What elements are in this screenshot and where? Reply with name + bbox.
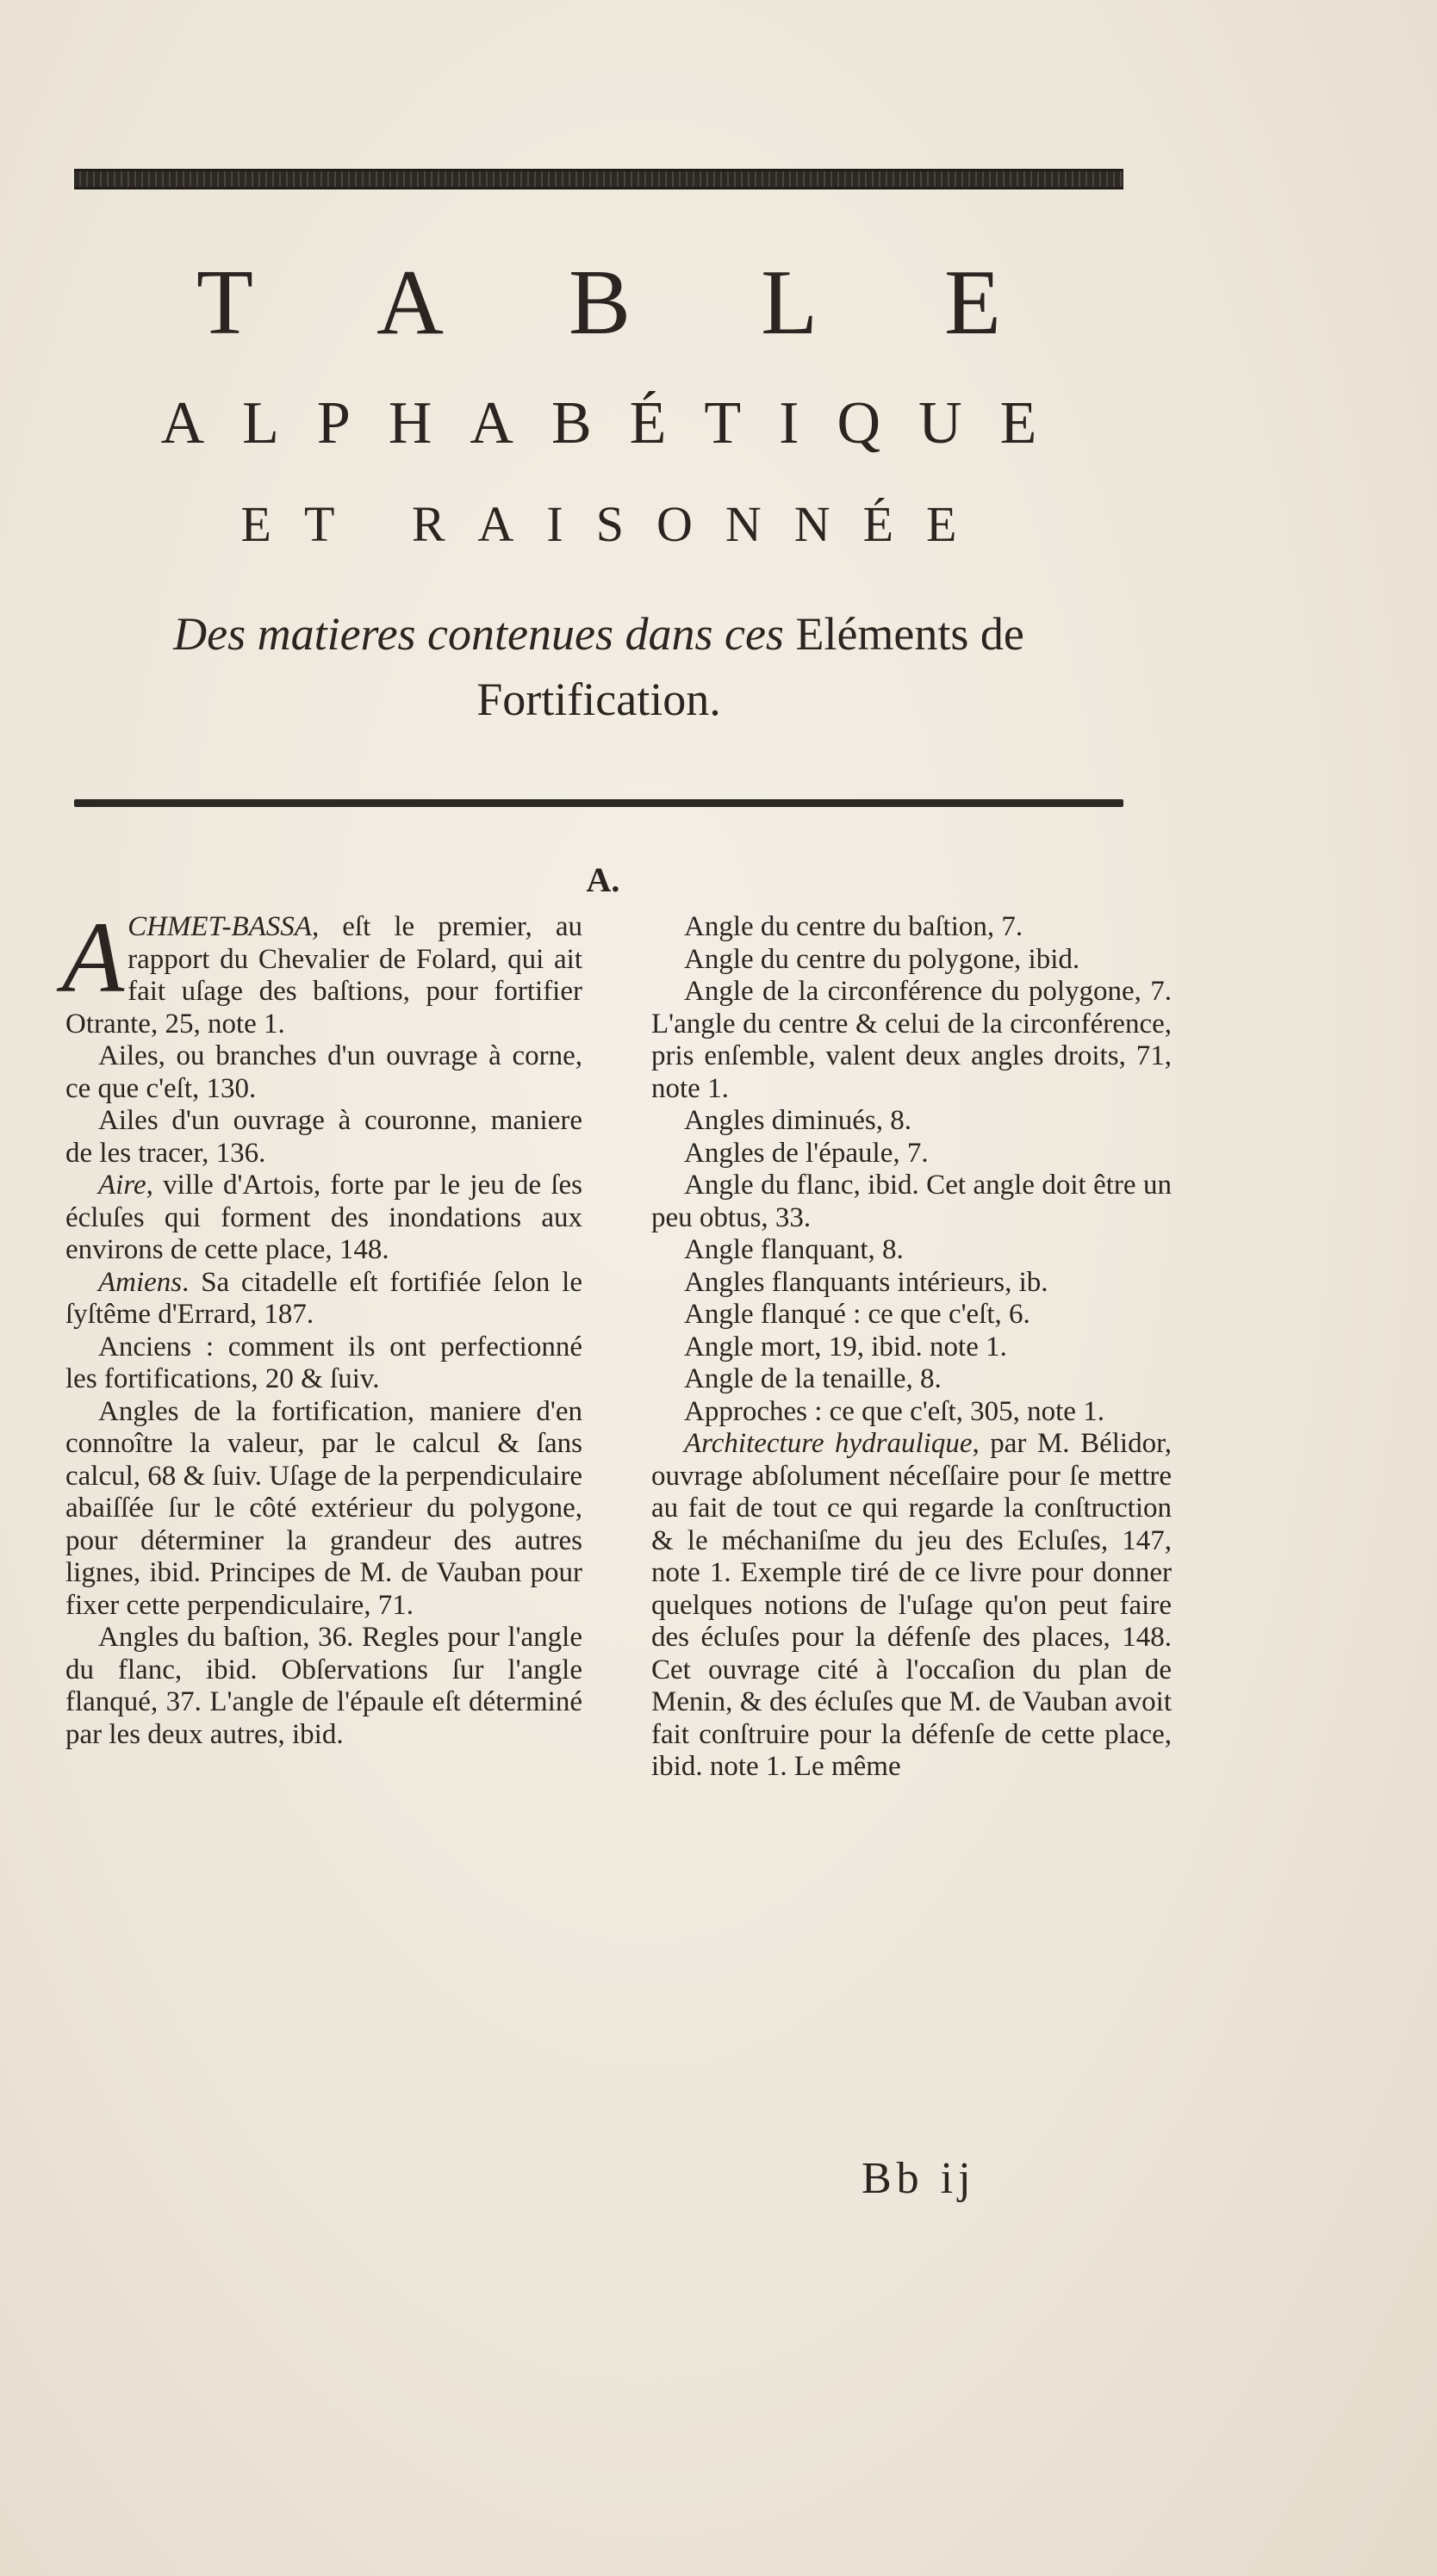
entry-text: Angle de la circonférence du polygone, 7. L'angle du centre & celui de la circonférence, pris enſemble, valent deux angles droits, 71, note 1. <box>651 976 1172 1104</box>
index-entry <box>651 1170 1172 1234</box>
entry-head: Amiens <box>98 1266 183 1298</box>
entry-text: Angle du flanc, ibid. Cet angle doit être un peu obtus, 33. <box>651 1170 1172 1233</box>
signature-mark: Bb ij <box>862 2154 976 2203</box>
index-entry <box>65 1040 582 1105</box>
entry-text: . Sa citadelle eſt fortifiée ſelon le ſyſtême d'Errard, 187. <box>65 1266 582 1330</box>
entry-text: Ailes, ou branches d'un ouvrage à corne, ce que c'eſt, 130. <box>65 1040 582 1104</box>
subtitle-italic: Des matieres contenues dans ces <box>173 608 784 660</box>
subtitle <box>95 601 1103 732</box>
index-entry <box>62 901 582 1040</box>
entry-text: Angle du centre du baſtion, 7. <box>684 911 1023 942</box>
index-entry <box>651 1267 1172 1300</box>
title-raisonnee: ET RAISONNÉE <box>240 496 990 552</box>
entry-text: Angles flanquants intérieurs, ib. <box>684 1266 1048 1298</box>
index-entry <box>651 1299 1172 1331</box>
index-entry <box>651 944 1172 977</box>
entry-text: Angles de la fortification, maniere d'en connoître la valeur, par le calcul & ſans calcul, 68 & ſuiv. Uſage de la perpendiculaire abaiſſée ſur le côté extérieur du polygone, pour déterminer la grandeur des autres lignes, ibid. Principes de M. de Vauban pour fixer cette perpendiculaire, 71. <box>65 1395 582 1621</box>
right-column <box>651 911 1172 1784</box>
entry-text: Angle de la tenaille, 8. <box>684 1363 942 1394</box>
subtitle-roman-1: Eléments de <box>795 608 1024 660</box>
index-entry <box>651 1138 1172 1170</box>
index-entry <box>65 1396 582 1623</box>
entry-head: CHMET-BASSA <box>128 911 312 942</box>
entry-text: Angle flanquant, 8. <box>684 1234 904 1265</box>
index-entry <box>65 1331 582 1396</box>
entry-text: Angles de l'épaule, 7. <box>684 1137 929 1169</box>
index-entry <box>651 1105 1172 1138</box>
entry-head: Architecture hydraulique <box>684 1428 973 1459</box>
entry-text: Anciens : comment ils ont perfectionné les fortifications, 20 & ſuiv. <box>65 1331 582 1394</box>
title-alphabetique: ALPHABÉTIQUE <box>160 390 1075 456</box>
index-entry <box>651 1331 1172 1364</box>
index-entry <box>65 1267 582 1331</box>
index-entry <box>65 1622 582 1751</box>
entry-text: Approches : ce que c'eſt, 305, note 1. <box>684 1395 1104 1427</box>
entry-head: Aire <box>98 1170 146 1201</box>
entry-text: , eſt le premier, au rapport du Chevalier de Folard, qui ait fait uſage des baſtions, pour fortifier Otrante, 25, note 1. <box>65 911 582 1040</box>
entry-text: Angles du baſtion, 36. Regles pour l'angle du flanc, ibid. Obſervations ſur l'angle flanqué, 37. L'angle de l'épaule eſt déterminé par les deux autres, ibid. <box>65 1622 582 1750</box>
entry-text: Angle du centre du polygone, ibid. <box>684 943 1080 975</box>
left-column <box>62 901 582 1751</box>
entry-text: Angle mort, 19, ibid. note 1. <box>684 1331 1007 1362</box>
middle-rule <box>74 799 1123 807</box>
entry-text: , par M. Bélidor, ouvrage abſolument néceſſaire pour ſe mettre au fait de tout ce qui regarde la conſtruction & le méchaniſme du jeu des Ecluſes, 147, note 1. Exemple tiré de ce livre pour donner quelques notions de l'uſage qu'on peut faire des écluſes pour la défenſe des places, 148. Cet ouvrage cité à l'occaſion du plan de Menin, & des écluſes que M. de Vauban avoit fait conſtruire pour la défenſe de cette place, ibid. note 1. Le même <box>651 1428 1172 1782</box>
index-entry <box>651 1428 1172 1784</box>
entry-text: , ville d'Artois, forte par le jeu de ſes écluſes qui forment des inondations aux environs de cette place, 148. <box>65 1170 582 1265</box>
index-entry <box>651 1234 1172 1267</box>
index-entry <box>651 911 1172 944</box>
title-table: T A B L E <box>196 251 1055 354</box>
index-entry <box>65 1170 582 1267</box>
index-entry <box>651 1396 1172 1429</box>
index-entry <box>651 1363 1172 1396</box>
top-ornamental-rule <box>74 169 1123 189</box>
index-entry <box>65 1105 582 1170</box>
entry-text: Angle flanqué : ce que c'eſt, 6. <box>684 1299 1030 1330</box>
drop-cap: A <box>62 901 125 1014</box>
subtitle-roman-2: Fortification. <box>476 673 721 725</box>
entry-text: Angles diminués, 8. <box>684 1105 911 1136</box>
section-letter: A. <box>586 860 620 899</box>
index-entry <box>651 976 1172 1105</box>
entry-text: Ailes d'un ouvrage à couronne, maniere de les tracer, 136. <box>65 1105 582 1169</box>
